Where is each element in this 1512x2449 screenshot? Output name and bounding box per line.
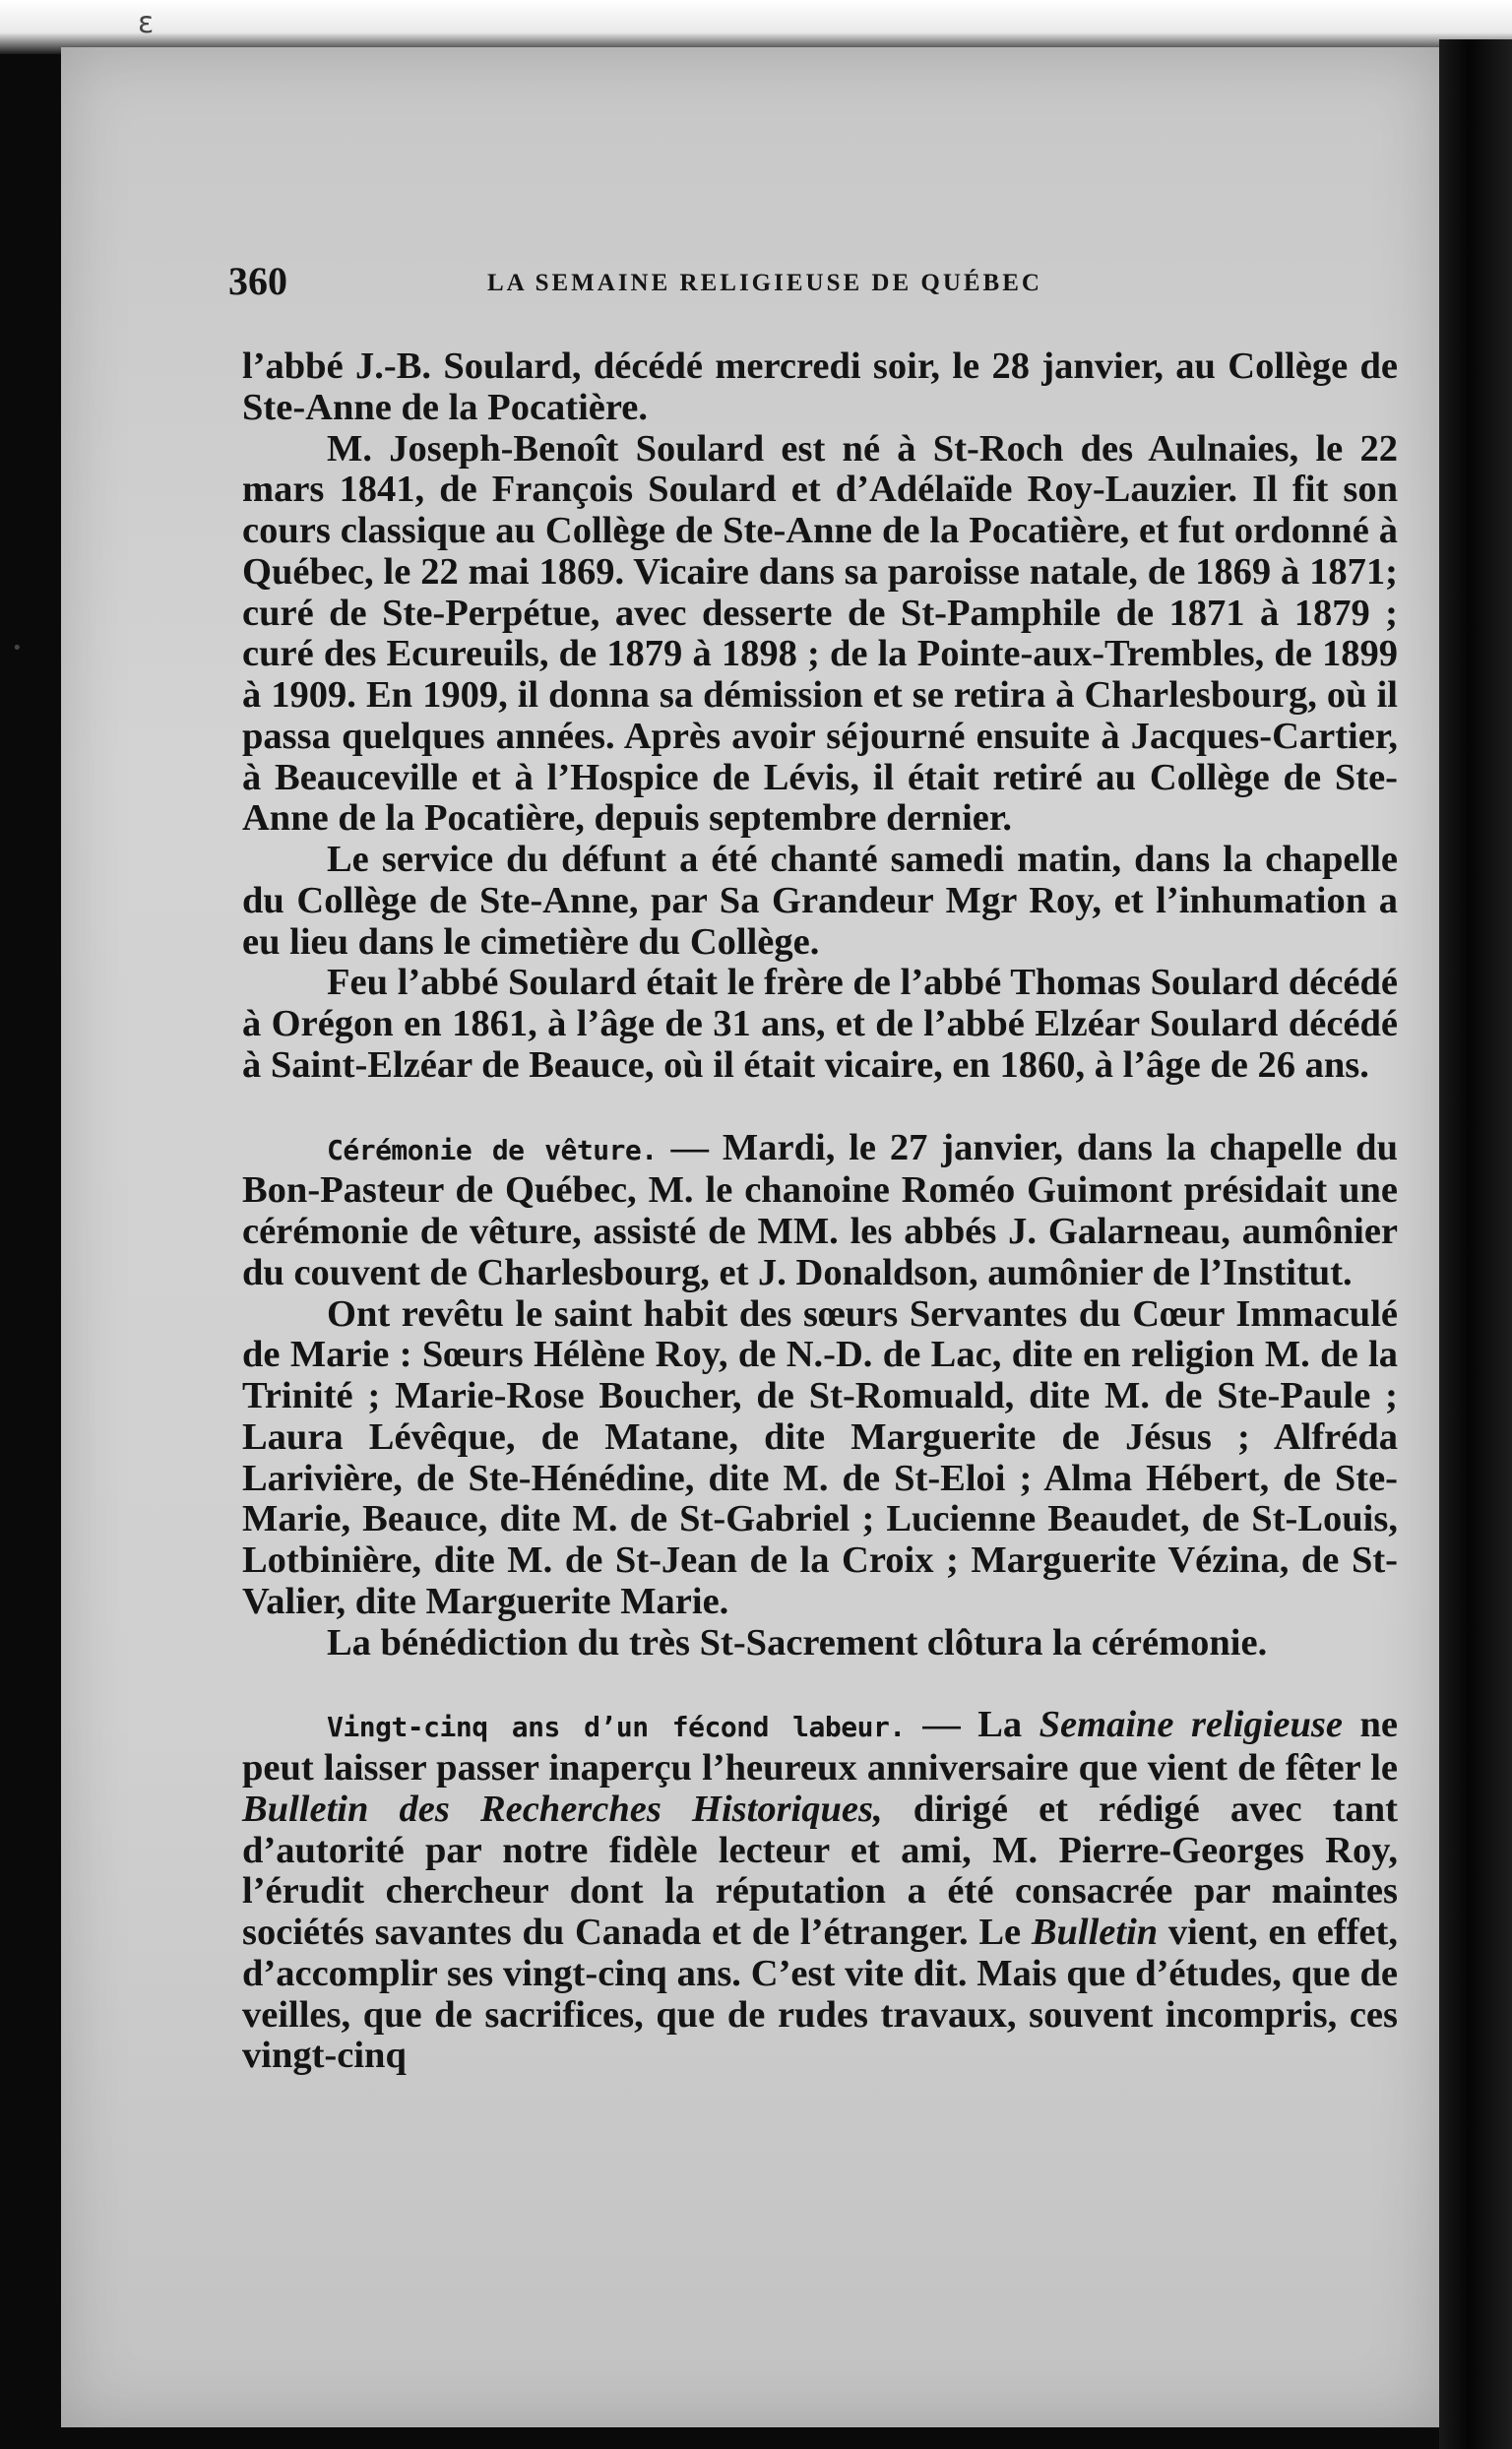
section-rubric: Vingt-cinq ans d’un fécond labeur. (327, 1711, 906, 1744)
scan-right-edge (1439, 39, 1512, 2449)
paragraph: Le service du défunt a été chanté samedi matin, dans la chapelle du Collège de Ste-Anne, par Sa Grandeur Mgr Roy, et l’inhumation a eu lieu dans le cimetière du Collège. (242, 839, 1398, 963)
italic-title: Semaine religieuse (1039, 1704, 1344, 1746)
page-header (228, 258, 1390, 305)
paragraph-text: vient, en effet, d’accomplir ses vingt-cinq ans. C’est vite dit. Mais que d’études, que de veilles, que de sacrifices, que de rudes travaux, souvent incompris, ces vingt-cinq (242, 1912, 1398, 2077)
paragraph: l’abbé J.-B. Soulard, décédé mercredi soir, le 28 janvier, au Collège de Ste-Anne de la Pocatière. (242, 345, 1398, 428)
running-head: LA SEMAINE RELIGIEUSE DE QUÉBEC (487, 270, 1042, 296)
article-body (242, 346, 1398, 2077)
paragraph-text: ne peut laisser passer inaperçu l’heureux anniversaire que vient de fêter le (242, 1704, 1399, 1789)
italic-title: Bulletin des Recherches Historiques, (242, 1788, 883, 1830)
paragraph-text: — La (922, 1704, 1040, 1746)
paragraph-text: dirigé et rédigé avec tant d’autorité par notre fidèle lecteur et ami, M. Pierre-Georges Roy, l’érudit chercheur dont la réputation a été consacrée par maintes sociétés savantes du Canada et de l’étranger. Le (242, 1788, 1398, 1953)
paragraph: La bénédiction du très St-Sacrement clôtura la cérémonie. (327, 1621, 1268, 1664)
section-paragraph-anniversary (242, 1705, 1398, 2077)
paragraph: Feu l’abbé Soulard était le frère de l’abbé Thomas Soulard décédé à Orégon en 1861, à l’âge de 31 ans, et de l’abbé Elzéar Soulard décédé à Saint-Elzéar de Beauce, où il était vicaire, en 1860, à l’âge de 26 ans. (242, 962, 1398, 1086)
paragraph: Ont revêtu le saint habit des sœurs Servantes du Cœur Immaculé de Marie : Sœurs Hélène Roy, de N.-D. de Lac, dite en religion M. de la Trinité ; Marie-Rose Boucher, de St-Romuald, dite M. de Ste-Paule ; Laura Lévêque, de Matane, dite Marguerite de Jésus ; Alfréda Larivière, de Ste-Hénédine, dite M. de St-Eloi ; Alma Hébert, de Ste-Marie, Beauce, dite M. de St-Gabriel ; Lucienne Beaudet, de St-Louis, Lotbinière, dite M. de St-Jean de la Croix ; Marguerite Vézina, de St-Valier, dite Marguerite Marie. (242, 1292, 1398, 1622)
margin-dot: • (12, 638, 23, 659)
page-number: 360 (228, 259, 287, 303)
scan-top-edge (0, 0, 1512, 54)
italic-title: Bulletin (1031, 1912, 1159, 1953)
margin-scribble: ɛ (138, 6, 155, 40)
section-paragraph-veture (242, 1128, 1398, 1294)
section-rubric: Cérémonie de vêture. (327, 1133, 658, 1166)
paragraph-text: — Mardi, le 27 janvier, dans la chapelle du Bon-Pasteur de Québec, M. le chanoine Roméo Guimont présidait une cérémonie de vêture, assisté de MM. les abbés J. Galarneau, aumônier du couvent de Charlesbourg, et J. Donaldson, aumônier de l’Institut. (242, 1126, 1399, 1293)
paragraph: M. Joseph-Benoît Soulard est né à St-Roch des Aulnaies, le 22 mars 1841, de François Soulard et d’Adélaïde Roy-Lauzier. Il fit son cours classique au Collège de Ste-Anne de la Pocatière, et fut ordonné à Québec, le 22 mai 1869. Vicaire dans sa paroisse natale, de 1869 à 1871; curé de Ste-Perpétue, avec desserte de St-Pamphile de 1871 à 1879 ; curé des Ecureuils, de 1879 à 1898 ; de la Pointe-aux-Trembles, de 1899 à 1909. En 1909, il donna sa démission et se retira à Charlesbourg, où il passa quelques années. Après avoir séjourné ensuite à Jacques-Cartier, à Beauceville et à l’Hospice de Lévis, il était retiré au Collège de Ste-Anne de la Pocatière, depuis septembre dernier. (242, 427, 1398, 840)
